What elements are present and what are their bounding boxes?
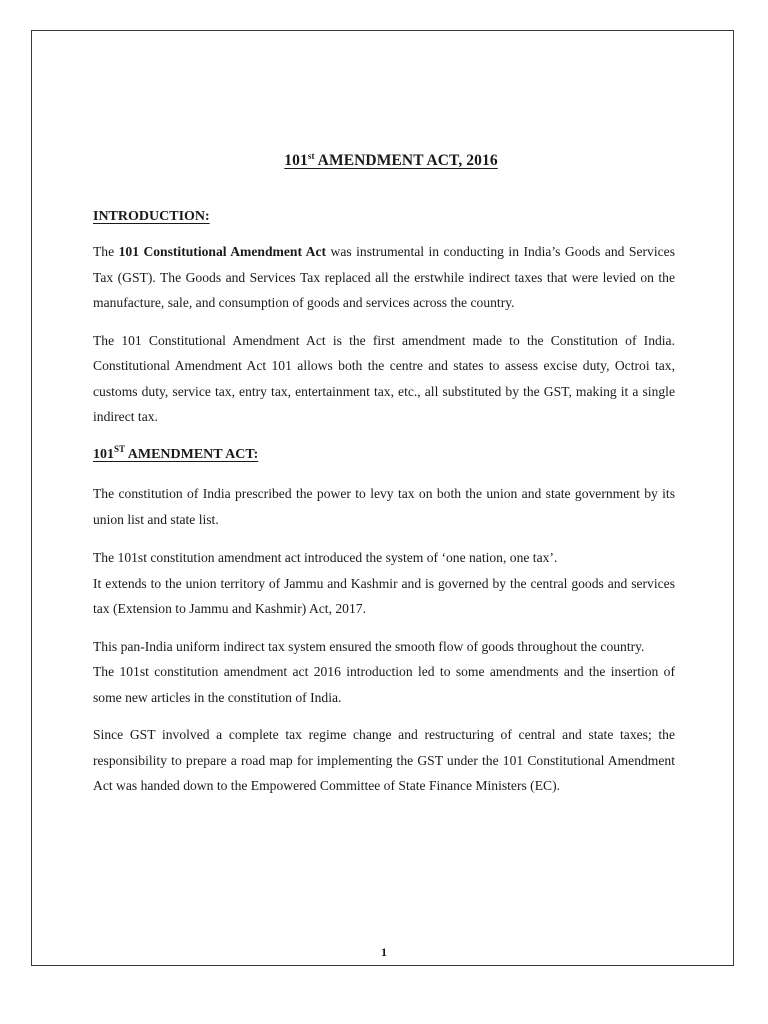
section2-paragraph-6: Since GST involved a complete tax regime change and restructuring of central and state taxes; the responsibility to prepare a road map for implementing the GST under the 101 Constitutional Amendment Act was handed down to the Empowered Committee of State Finance Ministers (EC). [93,727,675,793]
intro-paragraph-2: The 101 Constitutional Amendment Act is the first amendment made to the Constitution of India. Constitutional Amendment Act 101 allows both the centre and states to assess excise duty, Octroi tax, customs duty, service tax, entry tax, entertainment tax, etc., all substituted by the GST, making it a single indirect tax. [93,332,675,424]
section2-paragraph-1: The constitution of India prescribed the power to levy tax on both the union and state government by its union list and state list. [93,486,675,527]
intro-paragraph-1: The 101 Constitutional Amendment Act was instrumental in conducting in India’s Goods and Services Tax (GST). The Goods and Services Tax replaced all the erstwhile indirect taxes that were levied on the manufacture, sale, and consumption of goods and services across the country. [93,244,675,310]
section2-paragraph-5: The 101st constitution amendment act 2016 introduction led to some amendments and the insertion of some new articles in the constitution of India. [93,664,675,705]
section2-paragraph-3: It extends to the union territory of Jammu and Kashmir and is governed by the central goods and services tax (Extension to Jammu and Kashmir) Act, 2017. [93,575,675,616]
section2-paragraph-2: The 101st constitution amendment act introduced the system of ‘one nation, one tax’. [93,550,558,565]
introduction-heading: INTRODUCTION: [93,208,210,224]
document-title-text: 101st AMENDMENT ACT, 2016 [284,151,498,169]
intro-bold-term: 101 Constitutional Amendment Act [118,244,327,259]
amendment-act-heading: 101ST AMENDMENT ACT: [93,443,259,462]
document-body [93,148,675,811]
page-number: 1 [381,945,387,959]
document-title [93,148,675,174]
section2-paragraph-4: This pan-India uniform indirect tax system ensured the smooth flow of goods throughout the country. [93,638,645,654]
